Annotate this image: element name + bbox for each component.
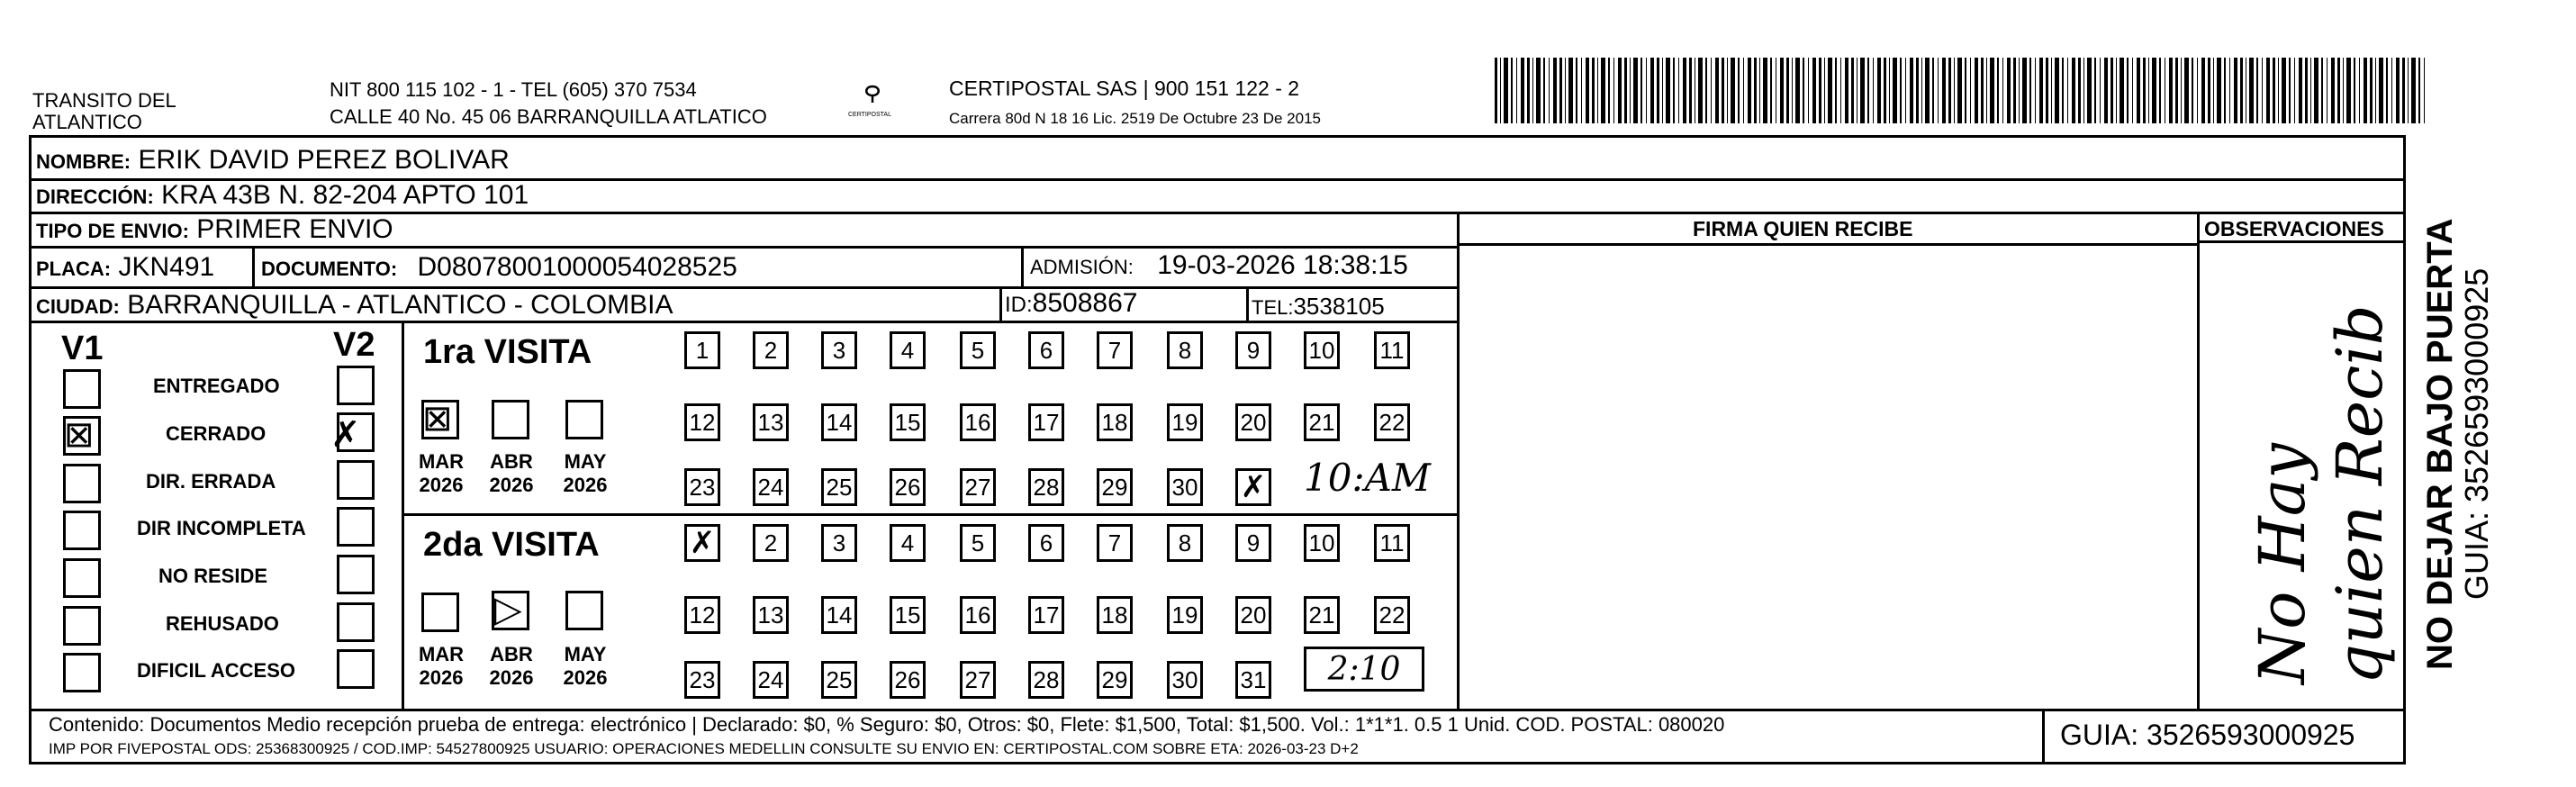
admision-label: ADMISIÓN:: [1030, 256, 1134, 278]
day-1-checked[interactable]: ✗: [684, 524, 720, 562]
status-dir-incompleta: DIR INCOMPLETA: [137, 517, 306, 539]
day-3[interactable]: 3: [821, 524, 857, 562]
day-22[interactable]: 22: [1374, 403, 1410, 441]
status-no-reside: NO RESIDE: [158, 565, 268, 587]
row-line-3: [29, 246, 1457, 249]
placa-divider: [252, 246, 255, 286]
logo-text: CERTIPOSTAL: [848, 112, 891, 118]
day-6[interactable]: 6: [1028, 331, 1064, 369]
v2-label: V2: [333, 326, 375, 364]
check-x-icon: ⊠: [422, 398, 453, 439]
ciudad-label: CIUDAD:: [36, 295, 120, 318]
day-24[interactable]: 24: [753, 468, 789, 506]
day-15[interactable]: 15: [890, 403, 926, 441]
day-13[interactable]: 13: [753, 403, 789, 441]
v2-rehusado-checkbox[interactable]: [337, 602, 375, 642]
day-25[interactable]: 25: [821, 468, 857, 506]
v1-dir-errada-checkbox[interactable]: [63, 464, 101, 503]
v2-dificil-acceso-checkbox[interactable]: [337, 649, 375, 689]
day-20[interactable]: 20: [1235, 403, 1271, 441]
check-mark-icon: ▷: [494, 589, 522, 630]
v1-label: V1: [61, 330, 104, 367]
day-11[interactable]: 11: [1374, 524, 1410, 562]
visit2-label: 2da VISITA: [423, 526, 600, 564]
tel-value: 3538105: [1293, 293, 1385, 320]
day-18[interactable]: 18: [1097, 596, 1133, 634]
direccion-row: [36, 181, 529, 212]
visit2-time-box: [1304, 647, 1424, 692]
firma-header-line: [1457, 243, 2197, 246]
day-10[interactable]: 10: [1304, 331, 1340, 369]
id-divider: [999, 286, 1002, 321]
day-29[interactable]: 29: [1097, 468, 1133, 506]
day-16[interactable]: 16: [960, 403, 996, 441]
day-7[interactable]: 7: [1097, 524, 1133, 562]
id-value: 8508867: [1032, 288, 1138, 318]
nombre-row: [36, 146, 510, 176]
id-label: ID:: [1005, 293, 1033, 317]
placa-row: [36, 253, 214, 284]
day-26[interactable]: 26: [890, 468, 926, 506]
visit2-month-may-checkbox[interactable]: [565, 591, 603, 630]
day-2[interactable]: 2: [753, 524, 789, 562]
v1-rehusado-checkbox[interactable]: [63, 606, 101, 646]
day-3[interactable]: 3: [821, 331, 857, 369]
day-27[interactable]: 27: [960, 468, 996, 506]
visit2-month-abr-checkbox[interactable]: [492, 591, 529, 630]
day-25[interactable]: 25: [821, 661, 857, 699]
footer-imp: IMP POR FIVEPOSTAL ODS: 25368300925 / COD.IMP: 54527800925 USUARIO: OPERACIONES MEDELLIN CONSULTE SU ENVIO EN: CERTIPOSTAL.COM SOBRE ETA: 2026-03-23 D+2: [49, 740, 1359, 757]
day-15[interactable]: 15: [890, 596, 926, 634]
day-4[interactable]: 4: [890, 524, 926, 562]
day-27[interactable]: 27: [960, 661, 996, 699]
company-address: Carrera 80d N 18 16 Lic. 2519 De Octubre 23 De 2015: [949, 110, 1321, 127]
day-4[interactable]: 4: [890, 331, 926, 369]
day-5[interactable]: 5: [960, 331, 996, 369]
id-row: [1005, 289, 1137, 320]
tel-divider: [1246, 286, 1249, 321]
day-30[interactable]: 30: [1167, 468, 1203, 506]
v2-dir-errada-checkbox[interactable]: [337, 460, 375, 500]
status-rehusado: REHUSADO: [166, 612, 279, 635]
visit1-label: 1ra VISITA: [423, 333, 592, 371]
day-23[interactable]: 23: [684, 661, 720, 699]
v2-cerrado-checkbox[interactable]: [330, 412, 375, 456]
day-12[interactable]: 12: [684, 596, 720, 634]
day-22[interactable]: 22: [1374, 596, 1410, 634]
day-9[interactable]: 9: [1235, 524, 1271, 562]
tipo-label: TIPO DE ENVIO:: [36, 220, 189, 242]
tel-row: [1252, 292, 1385, 322]
v1-dir-incompleta-checkbox[interactable]: [63, 511, 101, 550]
visit1-month-mar-checkbox[interactable]: [421, 400, 459, 439]
company-name: CERTIPOSTAL SAS | 900 151 122 - 2: [949, 77, 1300, 100]
no-dejar-bajo-puerta: NO DEJAR BAJO PUERTA: [2420, 218, 2460, 670]
day-18[interactable]: 18: [1097, 403, 1133, 441]
footer-contenido: Contenido: Documentos Medio recepción prueba de entrega: electrónico | Declarado: $0, % Seguro: $0, Otros: $0, Flete: $1,500, Total: $1,500. Vol.: 1*1*1. 0.5 1 Unid. COD. POSTAL: 080020: [49, 713, 1725, 736]
day-14[interactable]: 14: [821, 403, 857, 441]
tipo-value: PRIMER ENVIO: [196, 214, 393, 244]
status-cerrado: CERRADO: [166, 422, 267, 445]
footer-guia: GUIA: 3526593000925: [2060, 719, 2355, 751]
barcode: [1495, 58, 2427, 123]
v1-no-reside-checkbox[interactable]: [63, 558, 101, 598]
day-24[interactable]: 24: [753, 661, 789, 699]
day-12[interactable]: 12: [684, 403, 720, 441]
documento-value: D08078001000054028525: [417, 252, 737, 282]
nombre-value: ERIK DAVID PEREZ BOLIVAR: [138, 145, 510, 175]
nombre-label: NOMBRE:: [36, 150, 131, 173]
admision-row: [1030, 251, 1408, 282]
visit1-month-abr-checkbox[interactable]: [492, 400, 529, 439]
day-21[interactable]: 21: [1304, 596, 1340, 634]
visit2-month-mar-checkbox[interactable]: [421, 593, 459, 632]
visit1-month-abr: ABR 2026: [489, 450, 534, 496]
placa-label: PLACA:: [36, 258, 112, 280]
tel-label: TEL:: [1252, 296, 1294, 319]
day-28[interactable]: 28: [1028, 661, 1064, 699]
day-26[interactable]: 26: [890, 661, 926, 699]
visit1-month-may-checkbox[interactable]: [565, 400, 603, 439]
v1-dificil-acceso-checkbox[interactable]: [63, 653, 101, 692]
day-8[interactable]: 8: [1167, 331, 1203, 369]
day-23[interactable]: 23: [684, 468, 720, 506]
row-line-4: [29, 286, 1457, 289]
side-guia: GUIA: 3526593000925: [2458, 267, 2495, 600]
status-entregado: ENTREGADO: [153, 375, 280, 397]
visit2-month-may: MAY 2026: [563, 643, 608, 689]
visit2-month-mar: MAR 2026: [418, 643, 465, 689]
day-11[interactable]: 11: [1374, 331, 1410, 369]
certipostal-logo: [848, 81, 893, 127]
obs-left-line: [2197, 212, 2200, 709]
day-17[interactable]: 17: [1028, 596, 1064, 634]
day-29[interactable]: 29: [1097, 661, 1133, 699]
v2-dir-incompleta-checkbox[interactable]: [337, 507, 375, 547]
v2-entregado-checkbox[interactable]: [337, 366, 375, 405]
observaciones-handwritten-2: quien Recib: [2323, 304, 2397, 684]
v1-entregado-checkbox[interactable]: [63, 369, 101, 409]
documento-label: DOCUMENTO:: [261, 258, 398, 280]
org-name-line1: TRANSITO DEL: [32, 89, 176, 112]
direccion-label: DIRECCIÓN:: [36, 185, 154, 208]
status-dificil-acceso: DIFICIL ACCESO: [137, 659, 296, 682]
day-17[interactable]: 17: [1028, 403, 1064, 441]
visit2-month-abr: ABR 2026: [489, 643, 534, 689]
org-name-line2: ATLANTICO: [32, 111, 142, 133]
day-16[interactable]: 16: [960, 596, 996, 634]
day-5[interactable]: 5: [960, 524, 996, 562]
v2-no-reside-checkbox[interactable]: [337, 555, 375, 594]
admision-divider: [1021, 246, 1024, 286]
day-31-checked[interactable]: ✗: [1235, 468, 1271, 506]
observaciones-label: OBSERVACIONES: [2204, 217, 2384, 240]
visit1-month-may: MAY 2026: [563, 450, 608, 496]
day-7[interactable]: 7: [1097, 331, 1133, 369]
v1-cerrado-checkbox[interactable]: [63, 416, 101, 456]
status-dir-errada: DIR. ERRADA: [146, 470, 276, 493]
day-28[interactable]: 28: [1028, 468, 1064, 506]
visit1-month-mar: MAR 2026: [418, 450, 465, 496]
placa-value: JKN491: [118, 252, 215, 282]
day-13[interactable]: 13: [753, 596, 789, 634]
tipo-row: [36, 215, 393, 246]
status-divider: [402, 321, 404, 709]
day-10[interactable]: 10: [1304, 524, 1340, 562]
direccion-value: KRA 43B N. 82-204 APTO 101: [161, 180, 529, 210]
day-1[interactable]: 1: [684, 331, 720, 369]
day-6[interactable]: 6: [1028, 524, 1064, 562]
day-8[interactable]: 8: [1167, 524, 1203, 562]
check-x-icon: ✗: [330, 414, 361, 456]
ciudad-value: BARRANQUILLA - ATLANTICO - COLOMBIA: [127, 290, 673, 320]
documento-row: [261, 253, 737, 284]
day-19[interactable]: 19: [1167, 596, 1203, 634]
visit-divider: [402, 513, 1457, 516]
admision-value: 19-03-2026 18:38:15: [1157, 250, 1408, 280]
ciudad-row: [36, 291, 673, 321]
visit1-time-handwritten: 10:AM: [1304, 456, 1431, 500]
org-nit: NIT 800 115 102 - 1 - TEL (605) 370 7534: [330, 78, 697, 101]
visit2-time-handwritten: 2:10: [1327, 651, 1401, 688]
day-21[interactable]: 21: [1304, 403, 1340, 441]
observaciones-handwritten-1: No Hay: [2246, 443, 2319, 684]
day-30[interactable]: 30: [1167, 661, 1203, 699]
day-14[interactable]: 14: [821, 596, 857, 634]
day-31[interactable]: 31: [1235, 661, 1271, 699]
firma-left-line: [1457, 212, 1460, 709]
day-20[interactable]: 20: [1235, 596, 1271, 634]
day-2[interactable]: 2: [753, 331, 789, 369]
check-x-icon: ⊠: [64, 414, 95, 456]
day-9[interactable]: 9: [1235, 331, 1271, 369]
firma-label: FIRMA QUIEN RECIBE: [1693, 217, 1913, 240]
day-19[interactable]: 19: [1167, 403, 1203, 441]
org-address: CALLE 40 No. 45 06 BARRANQUILLA ATLATICO: [330, 105, 767, 128]
